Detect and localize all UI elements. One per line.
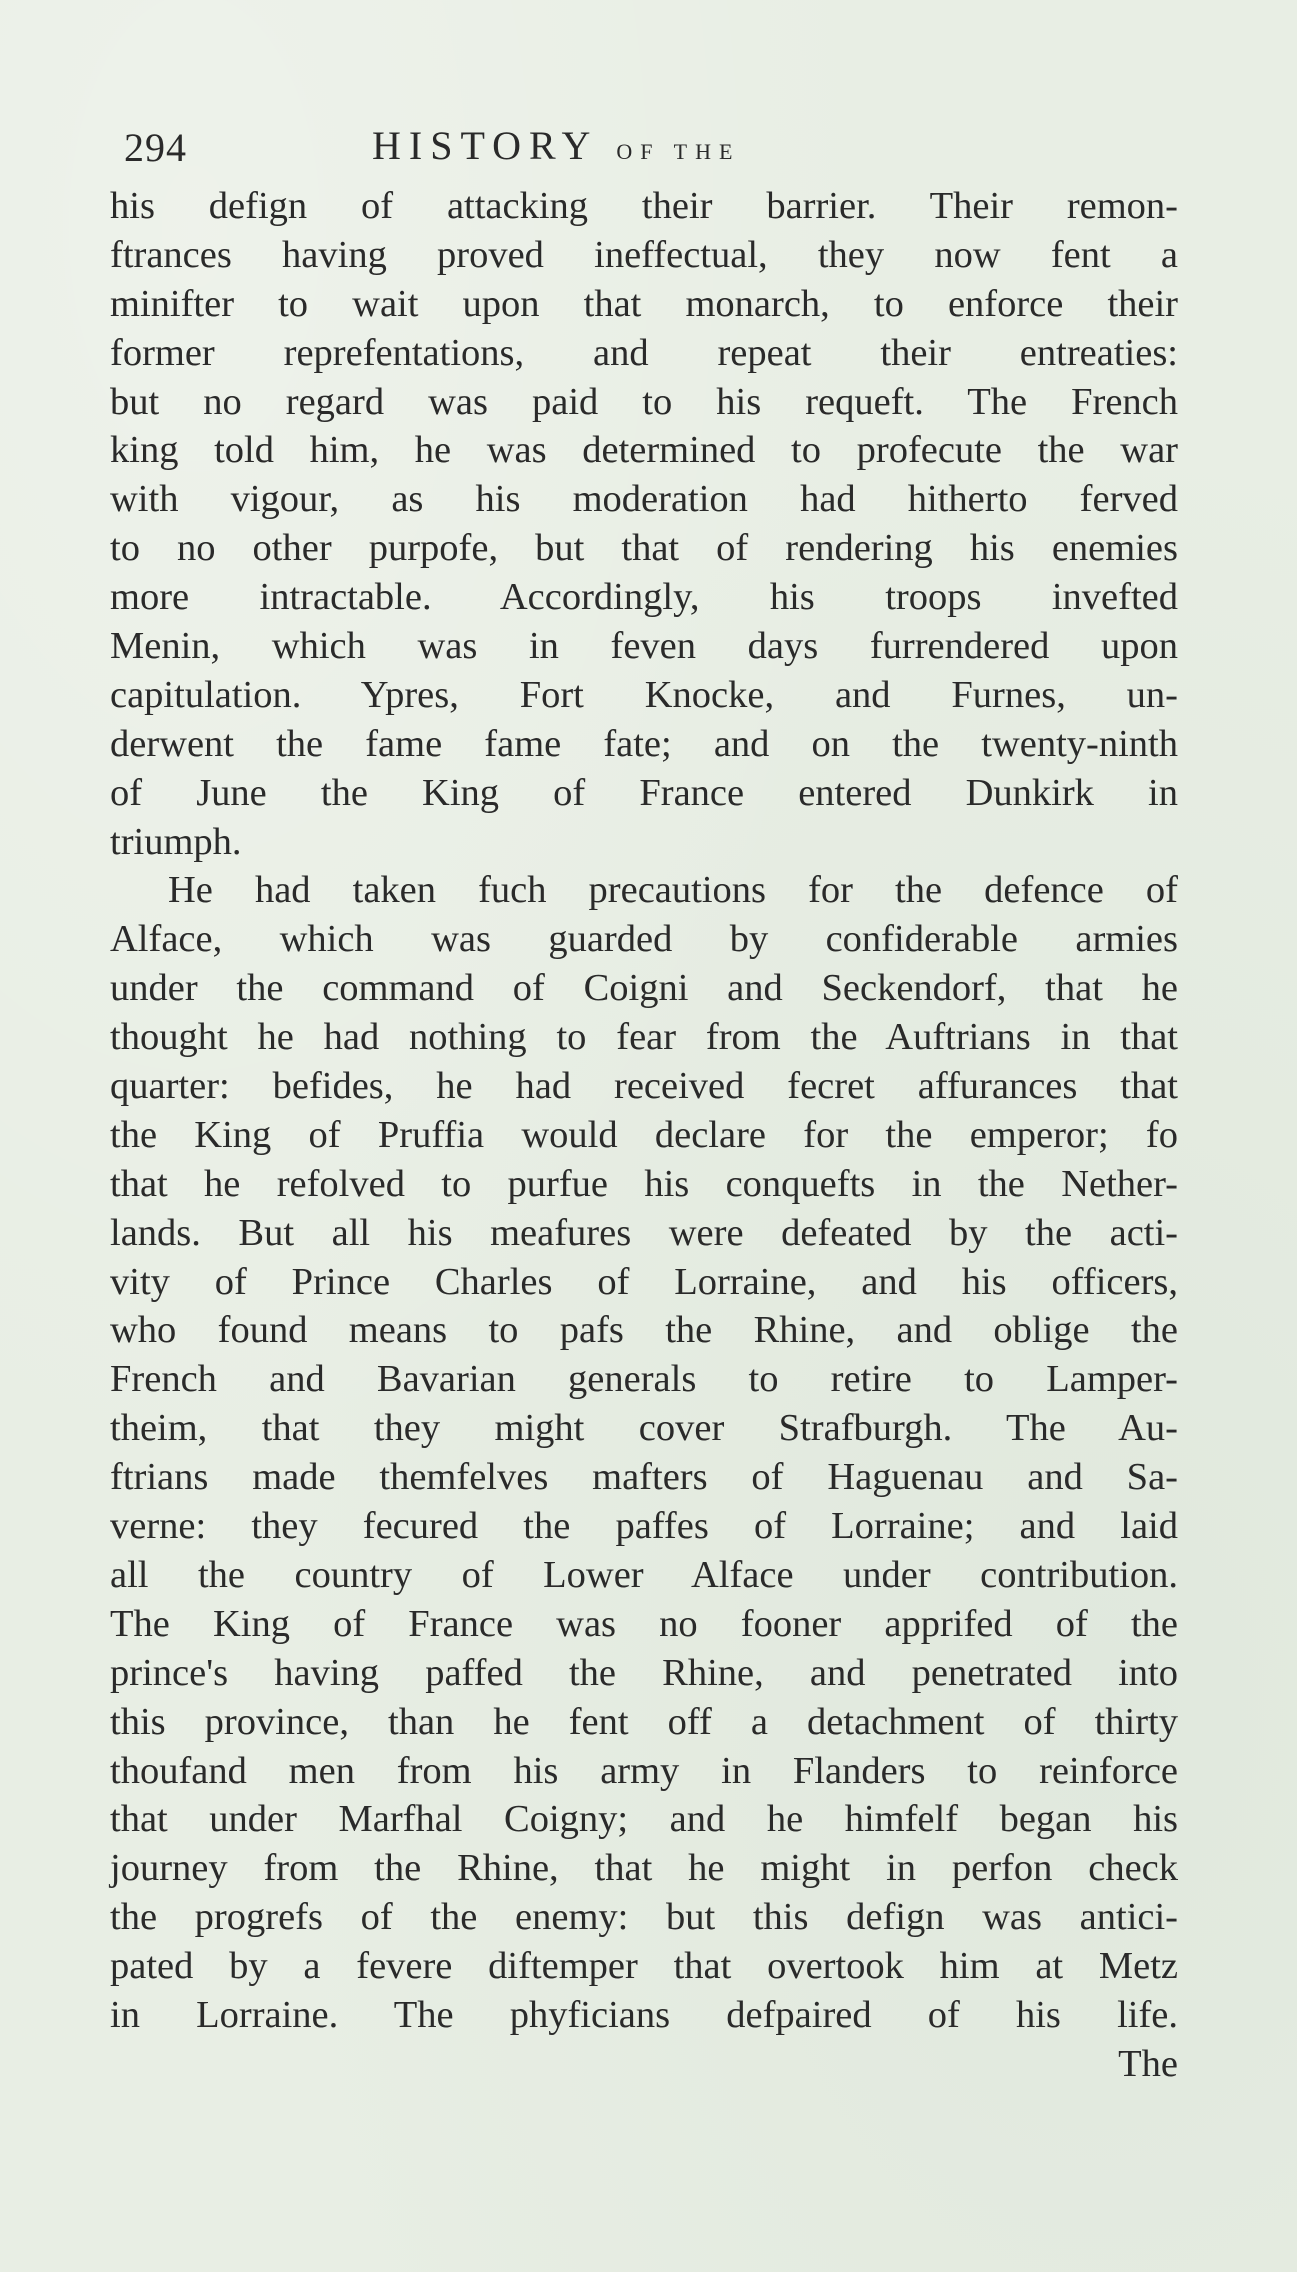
text-line: pated by a fevere diftemper that overtook him at Metz [110,1945,1178,1988]
text-line: the King of Pruffia would declare for the emperor; fo [110,1113,1178,1156]
text-line: journey from the Rhine, that he might in perfon check [110,1847,1178,1890]
text-line: ftrances having proved ineffectual, they now fent a [110,233,1178,276]
text-line: who found means to pafs the Rhine, and oblige the [110,1309,1178,1352]
text-line: Menin, which was in feven days furrendered upon [110,625,1178,668]
text-line: that he refolved to purfue his conquefts in the Nether- [110,1162,1178,1205]
catchword: The [1118,2042,1178,2085]
text-line: lands. But all his meafures were defeated by the acti- [110,1211,1178,1254]
page-number: 294 [124,125,187,170]
text-line: former reprefentations, and repeat their entreaties: [110,331,1178,374]
text-line: derwent the fame fame fate; and on the twenty-ninth [110,722,1178,765]
text-line: under the command of Coigni and Seckendorf, that he [110,967,1178,1010]
text-line: thoufand men from his army in Flanders to reinforce [110,1749,1178,1792]
text-line: king told him, he was determined to profecute the war [110,429,1178,472]
text-line: He had taken fuch precautions for the defence of [168,869,1178,912]
text-line: ftrians made themfelves mafters of Haguenau and Sa- [110,1456,1178,1499]
text-line: The King of France was no fooner apprifed of the [110,1602,1178,1645]
text-line: quarter: befides, he had received fecret affurances that [110,1065,1178,1108]
text-line: thought he had nothing to fear from the Auftrians in that [110,1016,1178,1059]
running-title-main: HISTORY [372,123,599,168]
text-line: Alface, which was guarded by confiderable armies [110,918,1178,961]
text-line: with vigour, as his moderation had hitherto ferved [110,478,1178,521]
text-line: French and Bavarian generals to retire to Lamper- [110,1358,1178,1401]
text-line: in Lorraine. The phyficians defpaired of his life. [110,1993,1178,2036]
text-line: but no regard was paid to his requeft. The French [110,380,1178,423]
text-line: capitulation. Ypres, Fort Knocke, and Furnes, un- [110,673,1178,716]
running-title-small: OF THE [616,139,741,164]
running-head [110,122,1178,182]
text-line: verne: they fecured the paffes of Lorraine; and laid [110,1505,1178,1548]
text-line: of June the King of France entered Dunkirk in [110,771,1178,814]
text-line: prince's having paffed the Rhine, and penetrated into [110,1651,1178,1694]
text-line: triumph. [110,820,242,863]
text-line: the progrefs of the enemy: but this defign was antici- [110,1896,1178,1939]
text-line: vity of Prince Charles of Lorraine, and his officers, [110,1260,1178,1303]
running-title [372,122,740,169]
text-line: more intractable. Accordingly, his troops invefted [110,576,1178,619]
text-line: his defign of attacking their barrier. Their remon- [110,185,1178,227]
text-line: that under Marfhal Coigny; and he himfelf began his [110,1798,1178,1841]
text-line: minifter to wait upon that monarch, to enforce their [110,282,1178,325]
text-line: all the country of Lower Alface under contribution. [110,1553,1178,1596]
text-line: this province, than he fent off a detachment of thirty [110,1700,1178,1743]
body-text [110,182,1178,2090]
book-page [110,122,1178,2090]
text-line: to no other purpofe, but that of rendering his enemies [110,527,1178,570]
text-line: theim, that they might cover Strafburgh. The Au- [110,1407,1178,1450]
